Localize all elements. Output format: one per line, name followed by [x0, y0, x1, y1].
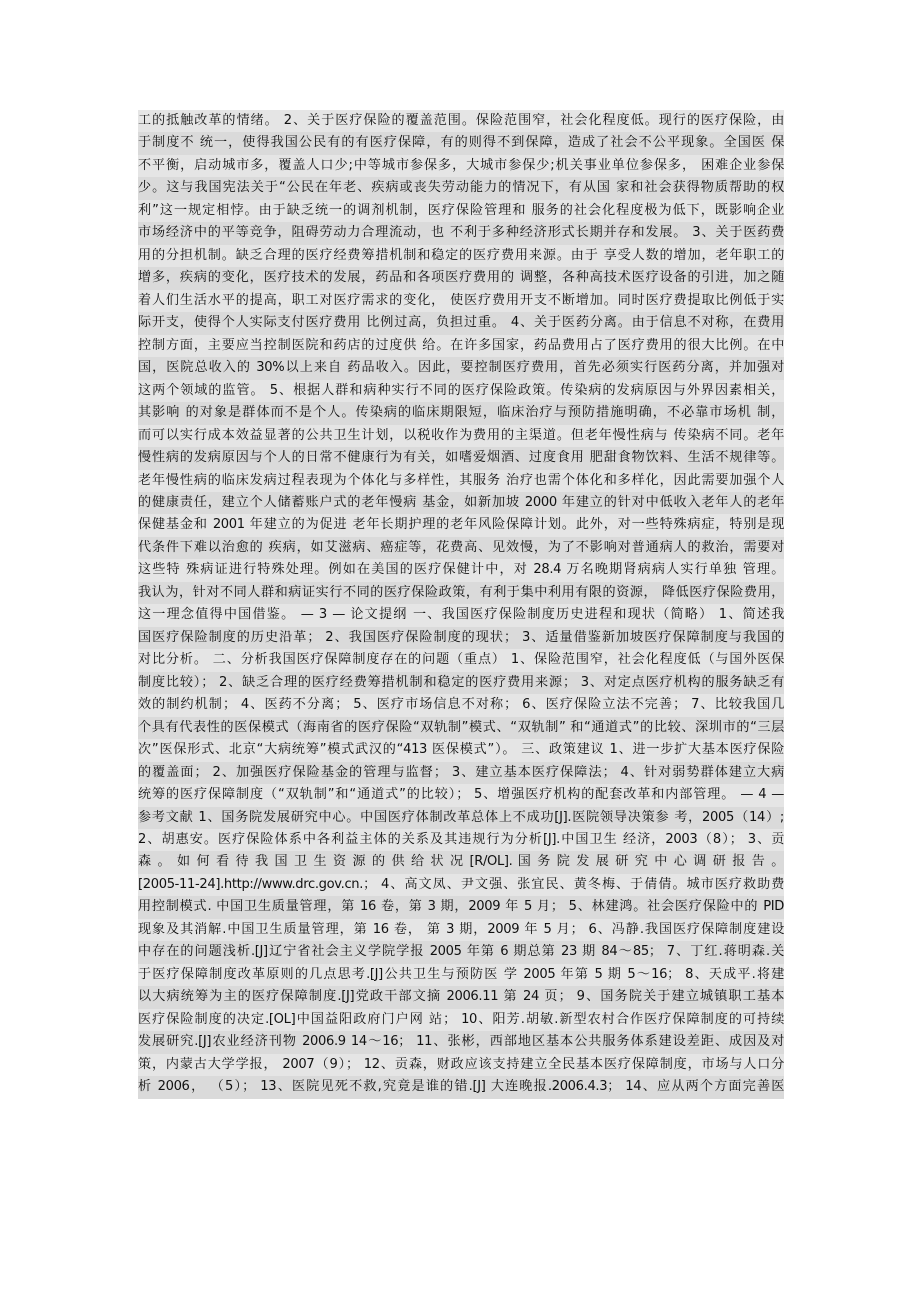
text-line: 效的制约机制； 4、医药不分离； 5、医疗市场信息不对称； 6、医疗保险立法不完善； 7、比较我国几 — [138, 694, 784, 716]
text-line: 着人们生活水平的提高，职工对医疗需求的变化， 使医疗费用开支不断增加。同时医疗费提取比例低于实 — [138, 290, 784, 312]
text-line: 参考文献 1、国务院发展研究中心。中国医疗体制改革总体上不成功[J].医院领导决策参 考，2005（14）; — [138, 807, 784, 829]
text-line: 代条件下难以治愈的 疾病，如艾滋病、癌症等，花费高、见效慢，为了不影响对普通病人的救治，需要对 — [138, 537, 784, 559]
text-line: 其影响 的对象是群体而不是个人。传染病的临床期限短，临床治疗与预防措施明确，不必靠市场机 制， — [138, 402, 784, 424]
text-line: 于医疗保障制度改革原则的几点思考.[J]公共卫生与预防医 学 2005 年第 5 期 5～16； 8、天成平.将建 — [138, 964, 784, 986]
text-line: 次”医保形式、北京“大病统筹”模式武汉的“413 医保模式”）。 三、政策建议 1、进一步扩大基本医疗保险 — [138, 739, 784, 761]
text-line: 于制度不 统一，使得我国公民有的有医疗保障，有的则得不到保障，造成了社会不公平现象。全国医 保 — [138, 132, 784, 154]
text-line: 际开支，使得个人实际支付医疗费用 比例过高，负担过重。 4、关于医药分离。由于信息不对称，在费用 — [138, 312, 784, 334]
text-line: 的健康责任，建立个人储蓄账户式的老年慢病 基金，如新加坡 2000 年建立的针对中低收入老年人的老年 — [138, 492, 784, 514]
text-line: 策，内蒙古大学学报， 2007（9）； 12、贡森，财政应该支持建立全民基本医疗保障制度，市场与人口分 — [138, 1054, 784, 1076]
text-line: 的覆盖面； 2、加强医疗保险基金的管理与监督； 3、建立基本医疗保障法； 4、针对弱势群体建立大病 — [138, 762, 784, 784]
text-line: 对比分析。 二、分析我国医疗保障制度存在的问题（重点） 1、保险范围窄，社会化程度低（与国外医保 — [138, 649, 784, 671]
text-line: 保健基金和 2001 年建立的为促进 老年长期护理的老年风险保障计划。此外，对一些特殊病症，特别是现 — [138, 514, 784, 536]
text-line: 我认为，针对不同人群和病证实行不同的医疗保险政策，有利于集中利用有限的资源， 降低医疗保险费用， — [138, 582, 784, 604]
text-line: 这些特 殊病证进行特殊处理。例如在美国的医疗保健计中，对 28.4 万名晚期肾病病人实行单独 管理。 — [138, 559, 784, 581]
text-line: 用的分担机制。缺乏合理的医疗经费筹措机制和稳定的医疗费用来源。由于 享受人数的增加，老年职工的 — [138, 245, 784, 267]
text-line: 医疗保险制度的决定.[OL]中国益阳政府门户网 站； 10、阳芳.胡敏.新型农村合作医疗保障制度的可持续 — [138, 1009, 784, 1031]
text-line: 国，医院总收入的 30%以上来自 药品收入。因此，要控制医疗费用，首先必须实行医药分离，并加强对 — [138, 357, 784, 379]
text-line: 少。这与我国宪法关于“公民在年老、疾病或丧失劳动能力的情况下，有从国 家和社会获得物质帮助的权 — [138, 177, 784, 199]
text-line: 控制方面，主要应当控制医院和药店的过度供 给。在许多国家，药品费用占了医疗费用的很大比例。在中 — [138, 335, 784, 357]
text-line: 现象及其消解.中国卫生质量管理，第 16 卷， 第 3 期，2009 年 5 月； 6、冯静.我国医疗保障制度建设 — [138, 919, 784, 941]
text-line: 市场经济中的平等竞争，阻碍劳动力合理流动，也 不利于多种经济形式长期并存和发展。 3、关于医药费 — [138, 222, 784, 244]
text-line: 慢性病的发病原因与个人的日常不健康行为有关，如嗜爱烟酒、过度食用 肥甜食物饮料、生活不规律等。 — [138, 447, 784, 469]
text-line: 国医疗保险制度的历史沿革； 2、我国医疗保险制度的现状； 3、适量借鉴新加坡医疗保障制度与我国的 — [138, 627, 784, 649]
text-line: 析 2006， （5）； 13、医院见死不救,究竟是谁的错.[J] 大连晚报.2006.4.3； 14、应从两个方面完善医 — [138, 1076, 784, 1098]
text-line: 中存在的问题浅析.[J]辽宁省社会主义学院学报 2005 年第 6 期总第 23 期 84～85； 7、丁红.蒋明森.关 — [138, 941, 784, 963]
text-line: 制度比较）； 2、缺乏合理的医疗经费筹措机制和稳定的医疗费用来源； 3、对定点医疗机构的服务缺乏有 — [138, 672, 784, 694]
text-line: 这一理念值得中国借鉴。 — 3 — 论文提纲 一、我国医疗保险制度历史进程和现状（简略） 1、简述我 — [138, 604, 784, 626]
text-line: 利”这一规定相悖。由于缺乏统一的调剂机制，医疗保险管理和 服务的社会化程度极为低下，既影响企业 — [138, 200, 784, 222]
text-line: 不平衡，启动城市多，覆盖人口少;中等城市参保多，大城市参保少;机关事业单位参保多， 困难企业参保 — [138, 155, 784, 177]
text-line: [2005-11-24].http://www.drc.gov.cn.； 4、高文凤、尹文强、张宜民、黄冬梅、于倩倩。城市医疗救助费 — [138, 874, 784, 896]
text-line: 用控制模式. 中国卫生质量管理，第 16 卷，第 3 期，2009 年 5 月； 5、林建鸿。社会医疗保险中的 PID — [138, 896, 784, 918]
text-line: 以大病统筹为主的医疗保障制度.[J]党政干部文摘 2006.11 第 24 页； 9、国务院关于建立城镇职工基本 — [138, 986, 784, 1008]
text-line: 个具有代表性的医保模式（海南省的医疗保险“双轨制”模式、“双轨制” 和“通道式”的比较、深圳市的“三层 — [138, 717, 784, 739]
text-line: 统筹的医疗保障制度（“双轨制”和“通道式”的比较）； 5、增强医疗机构的配套改革和内部管理。 — 4 — — [138, 784, 784, 806]
text-line: 老年慢性病的临床发病过程表现为个体化与多样性，其服务 治疗也需个体化和多样化，因此需要加强个人 — [138, 470, 784, 492]
text-line: 工的抵触改革的情绪。 2、关于医疗保险的覆盖范围。保险范围窄，社会化程度低。现行的医疗保险，由 — [138, 110, 784, 132]
text-line: 发展研究.[J]农业经济刊物 2006.9 14～16； 11、张彬，西部地区基本公共服务体系建设差距、成因及对 — [138, 1031, 784, 1053]
text-line: 增多，疾病的变化，医疗技术的发展，药品和各项医疗费用的 调整，各种高技术医疗设备的引进，加之随 — [138, 267, 784, 289]
body-text — [138, 110, 784, 1099]
text-line: 森 。 如 何 看 待 我 国 卫 生 资 源 的 供 给 状 况 [R/OL]. 国 务 院 发 展 研 究 中 心 调 研 报 告 。 — [138, 851, 784, 873]
text-line: 这两个领域的监管。 5、根据人群和病种实行不同的医疗保险政策。传染病的发病原因与外界因素相关， — [138, 380, 784, 402]
text-line: 而可以实行成本效益显著的公共卫生计划，以税收作为费用的主渠道。但老年慢性病与 传染病不同。老年 — [138, 425, 784, 447]
text-line: 2、胡惠安。医疗保险体系中各利益主体的关系及其违规行为分析[J].中国卫生 经济，2003（8）； 3、贡 — [138, 829, 784, 851]
